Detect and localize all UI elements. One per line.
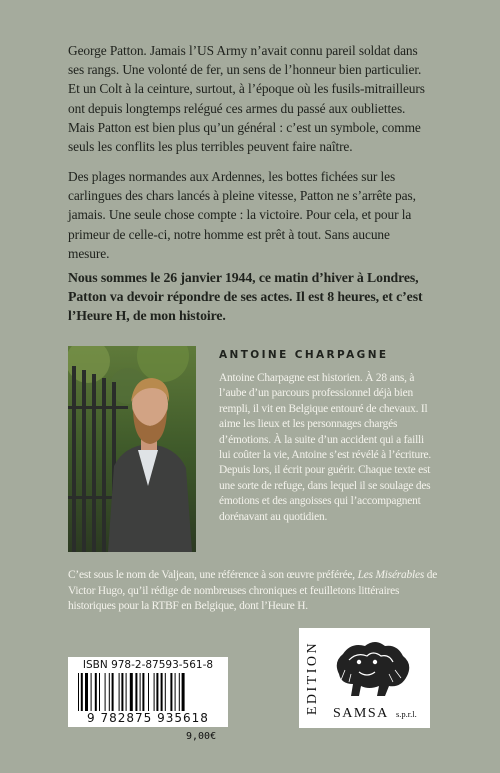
author-bio-continued xyxy=(68,568,440,615)
griffon-dog-icon xyxy=(329,634,415,700)
isbn-barcode xyxy=(68,657,228,727)
price: 9,00€ xyxy=(186,731,217,742)
isbn-label: ISBN 978-2-87593-561-8 xyxy=(82,659,214,671)
blurb-paragraph-3: Nous sommes le 26 janvier 1944, ce matin d’hiver à Londres, Patton va devoir répondre de ses actes. Il est 8 heures, et c’est l’Heure H, de mon histoire. xyxy=(68,270,423,324)
barcode-bars xyxy=(78,673,218,711)
barcode-number: 9 782875 935618 xyxy=(87,711,209,725)
book-title: Les Misérables xyxy=(357,569,425,581)
author-bio: Antoine Charpagne est historien. À 28 ans, à l’aube d’un parcours professionnel déjà bien rempli, il vit en Belgique entouré de chevaux. Il aime les lieux et les personnages chargés d’émotions. À la suite d’un accident qui a failli lui coûter la vie, Antoine s’est révélé à l’écriture. Depuis lors, il écrit pour guérir. Chaque texte est une sorte de refuge, dans lequel il se soulage des émotions et des angoisses qui l’accompagnent dorénavant au quotidien. xyxy=(219,372,432,523)
publisher-name: SAMSA xyxy=(333,706,389,721)
author-photo xyxy=(68,346,196,552)
author-name: ANTOINE CHARPAGNE xyxy=(219,349,389,361)
publisher-logo xyxy=(299,628,430,728)
publisher-suffix: s.p.r.l. xyxy=(396,709,417,719)
bio2-before: C’est sous le nom de Valjean, une référence à son œuvre préférée, xyxy=(68,569,358,581)
publisher-edition: EDITION xyxy=(305,640,320,716)
blurb-paragraph-2: Des plages normandes aux Ardennes, les bottes fichées sur les carlingues des chars lancés à pleine vitesse, Patton ne s’arrête pas, jamais. Une seule chose compte : la victoire. Pour cela, et pour la primeur de celle-ci, notre homme est prêt à tout. Sans aucune mesure. xyxy=(68,169,416,261)
blurb-paragraph-1: George Patton. Jamais l’US Army n’avait connu pareil soldat dans ses rangs. Une volonté de fer, un sens de l’honneur bien particulier. Et un Colt à la ceinture, surtout, à l’époque où les fusils-mitrailleurs ont depuis longtemps relégué ces armes du passé aux oubliettes. Mais Patton est bien plus qu’un général : c’est un symbole, comme seuls les conflits les plus terribles peuvent faire naître. xyxy=(68,43,425,155)
bio2-after: de Victor Hugo, qu’il rédige de nombreuses chroniques et feuilletons littéraires historiques pour la RTBF en Belgique, dont l’Heure H. xyxy=(68,569,438,613)
